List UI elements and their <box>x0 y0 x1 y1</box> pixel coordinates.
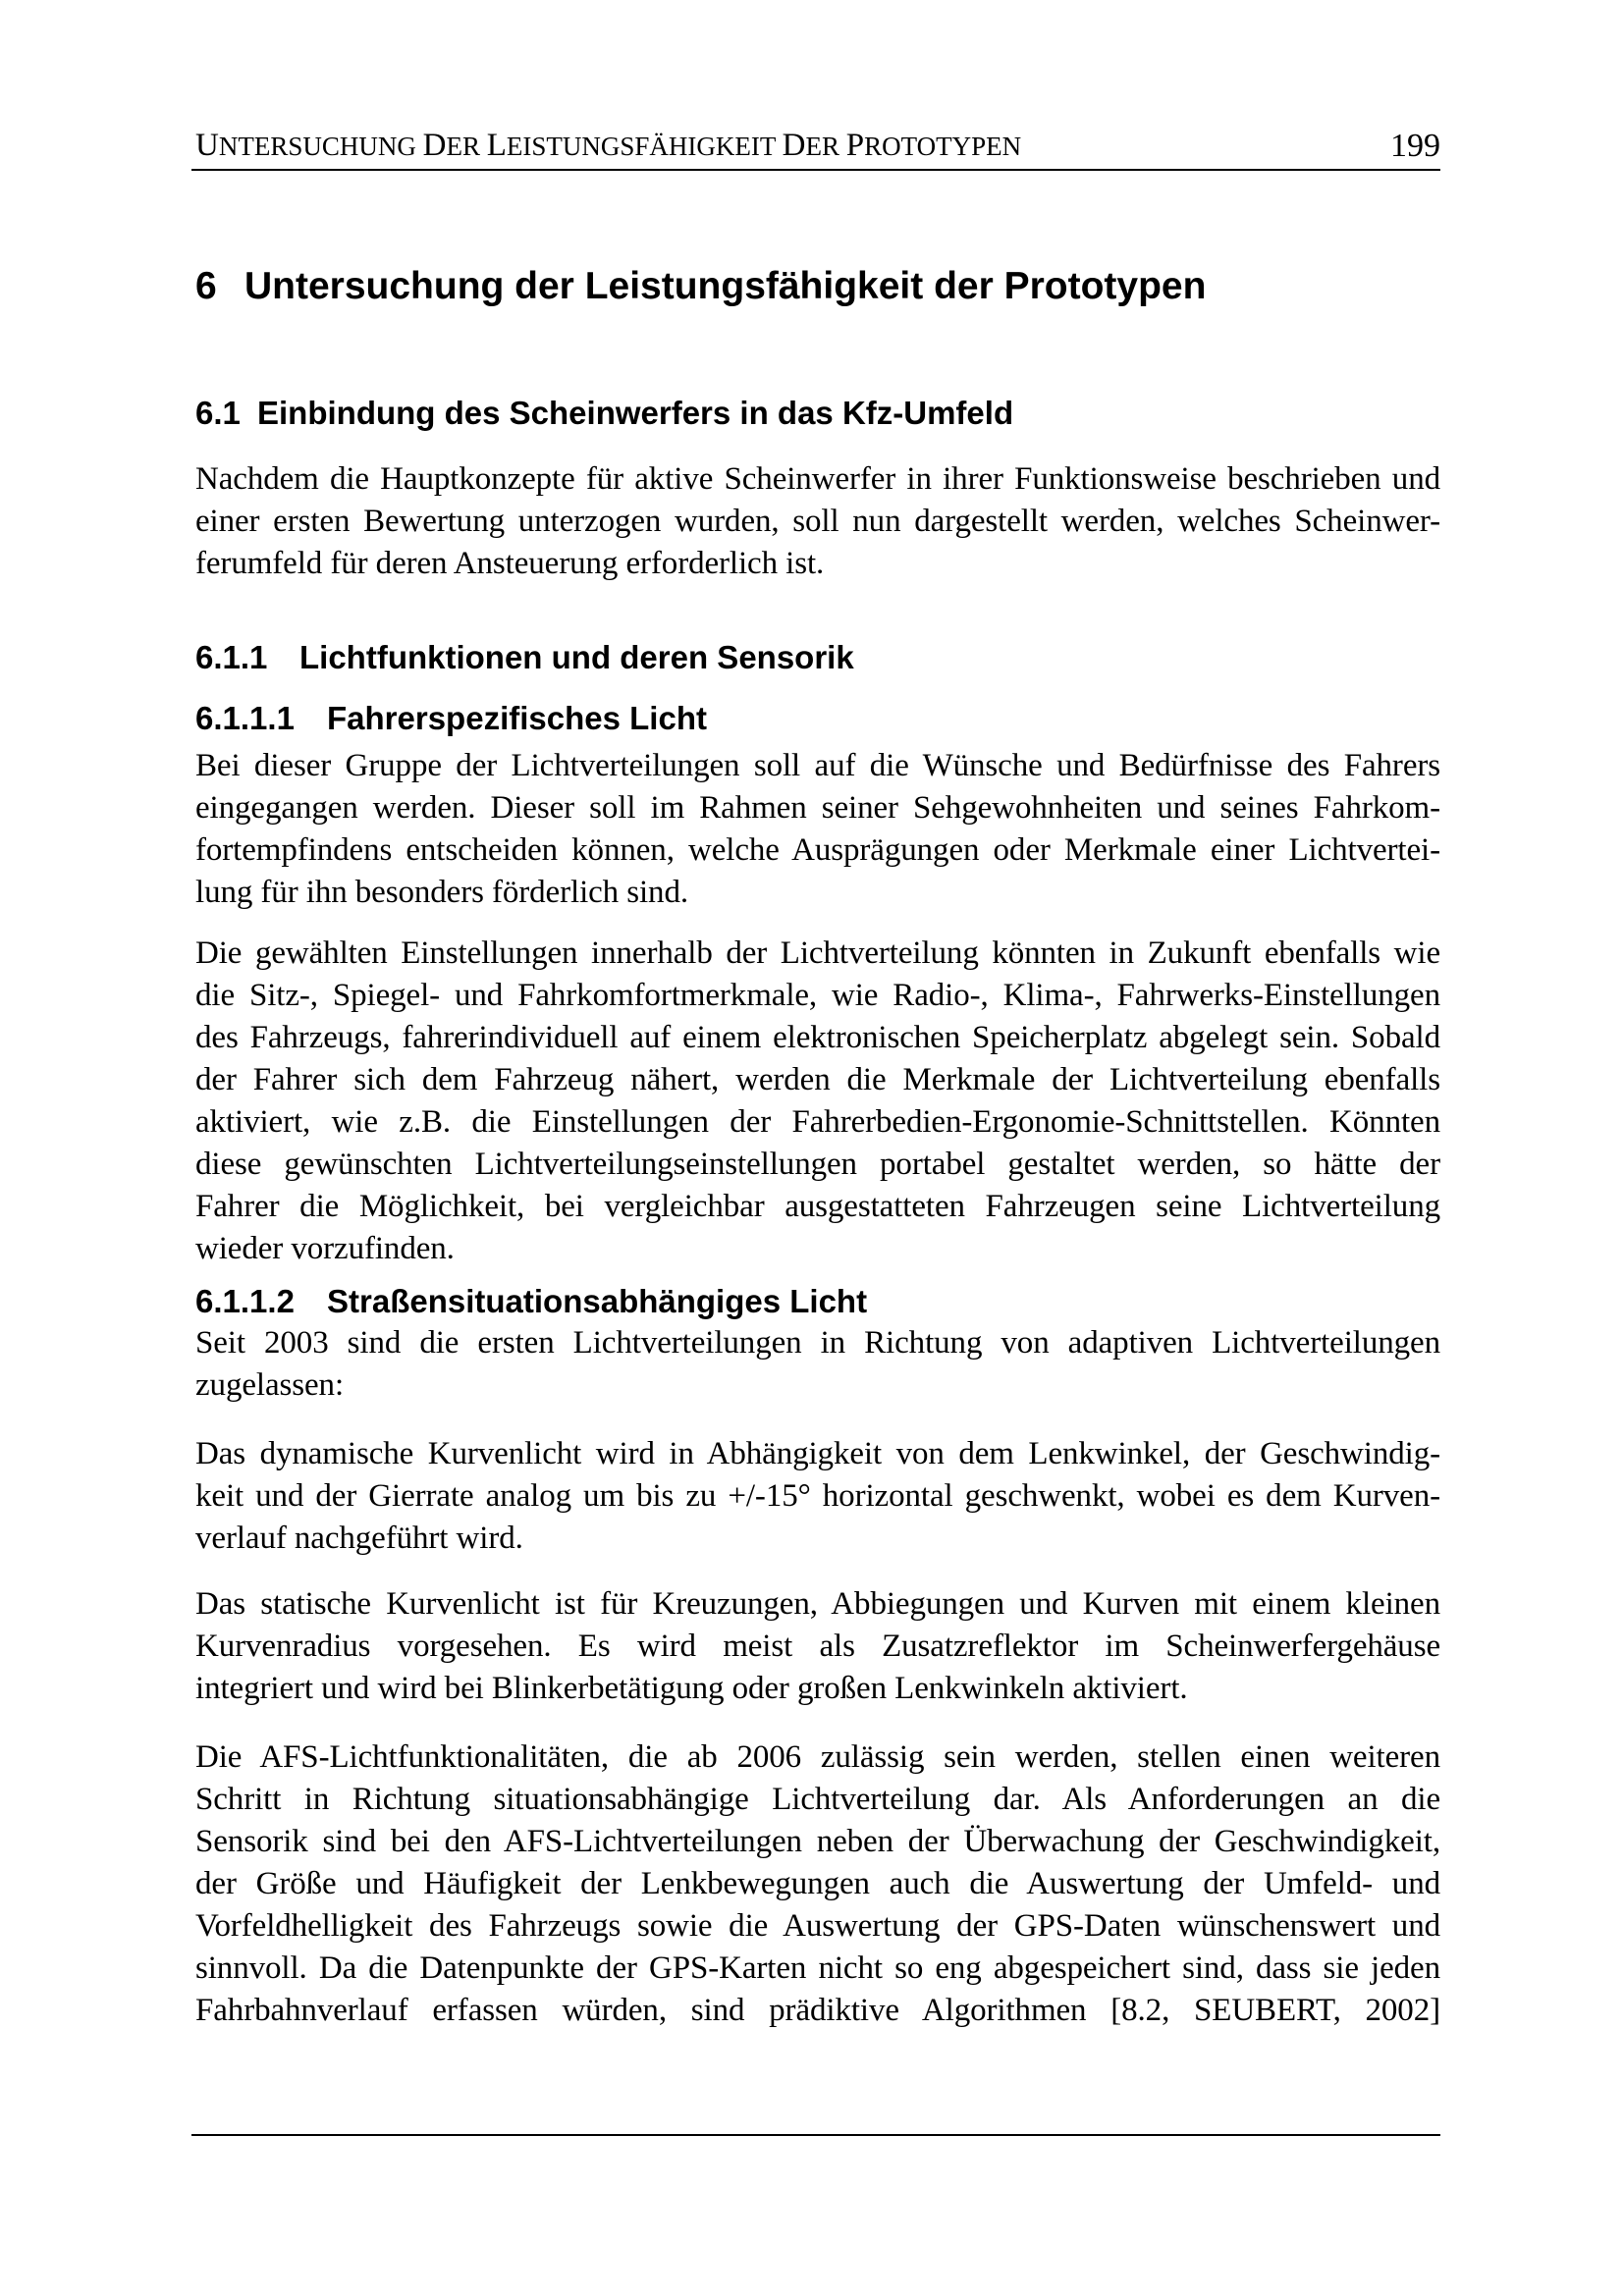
running-title-initial: P <box>845 128 865 163</box>
section-title: Einbindung des Scheinwerfers in das Kfz-Umfeld <box>257 395 1014 431</box>
subsubsection-title: Fahrerspezifisches Licht <box>327 700 707 736</box>
paragraph <box>195 933 1440 1270</box>
paragraph-line: fortempfindens entscheiden können, welche Ausprägungen oder Merkmale einer Lichtvertei- <box>195 832 1440 868</box>
paragraph-line: Fahrer die Möglichkeit, bei vergleichbar ausgestatteten Fahrzeugen seine Lichtverteilung <box>195 1189 1440 1224</box>
paragraph-line: des Fahrzeugs, fahrerindividuell auf einem elektronischen Speicherplatz abgelegt sein. Sobald <box>195 1020 1440 1055</box>
chapter-title: Untersuchung der Leistungsfähigkeit der Prototypen <box>244 265 1207 307</box>
section-heading <box>195 394 1013 433</box>
subsubsection-number: 6.1.1.1 <box>195 700 295 736</box>
paragraph <box>195 1433 1440 1560</box>
paragraph-line: der Fahrer sich dem Fahrzeug nähert, werden die Merkmale der Lichtverteilung ebenfalls <box>195 1062 1440 1097</box>
paragraph-line: Nachdem die Hauptkonzepte für aktive Scheinwerfer in ihrer Funktionsweise beschrieben und <box>195 461 1440 497</box>
paragraph-line: einer ersten Bewertung unterzogen wurden, soll nun dargestellt werden, welches Scheinwer- <box>195 504 1440 539</box>
running-title-initial: U <box>195 128 219 163</box>
paragraph-line: verlauf nachgeführt wird. <box>195 1521 523 1556</box>
subsubsection-title: Straßensituationsabhängiges Licht <box>327 1283 868 1319</box>
paragraph-line: zugelassen: <box>195 1367 345 1403</box>
paragraph-line: Die AFS-Lichtfunktionalitäten, die ab 2006 zulässig sein werden, stellen einen weiteren <box>195 1739 1440 1775</box>
paragraph-line: Die gewählten Einstellungen innerhalb der Lichtverteilung könnten in Zukunft ebenfalls wie <box>195 935 1440 971</box>
running-title: UNTERSUCHUNG DER LEISTUNGSFÄHIGKEIT DER PROTOTYPEN <box>195 128 1022 163</box>
paragraph <box>195 1736 1440 2032</box>
subsection-number: 6.1.1 <box>195 639 268 675</box>
paragraph-line: keit und der Gierrate analog um bis zu +/-15° horizontal geschwenkt, wobei es dem Kurven- <box>195 1478 1440 1514</box>
running-title-initial: D <box>422 128 447 163</box>
paragraph-line: aktiviert, wie z.B. die Einstellungen der Fahrerbedien-Ergonomie-Schnittstellen. Könnten <box>195 1104 1440 1140</box>
paragraph-line: integriert und wird bei Blinkerbetätigung oder großen Lenkwinkeln aktiviert. <box>195 1671 1188 1706</box>
paragraph-line: Das statische Kurvenlicht ist für Kreuzungen, Abbiegungen und Kurven mit einem kleinen <box>195 1586 1440 1622</box>
paragraph-line: lung für ihn besonders förderlich sind. <box>195 875 688 910</box>
running-title-initial: D <box>782 128 806 163</box>
paragraph-line: sinnvoll. Da die Datenpunkte der GPS-Karten nicht so eng abgespeichert sind, dass sie jeden <box>195 1950 1440 1986</box>
paragraph-line: Sensorik sind bei den AFS-Lichtverteilungen neben der Überwachung der Geschwindigkeit, <box>195 1824 1440 1859</box>
subsubsection-heading <box>195 699 707 738</box>
chapter-number: 6 <box>195 265 217 307</box>
paragraph <box>195 745 1440 914</box>
paragraph-line: Kurvenradius vorgesehen. Es wird meist als Zusatzreflektor im Scheinwerfergehäuse <box>195 1629 1440 1664</box>
paragraph-line: Das dynamische Kurvenlicht wird in Abhängigkeit von dem Lenkwinkel, der Geschwindig- <box>195 1436 1440 1471</box>
paragraph-line: Fahrbahnverlauf erfassen würden, sind prädiktive Algorithmen [8.2, SEUBERT, 2002] <box>195 1993 1440 2028</box>
paragraph-line: die Sitz-, Spiegel- und Fahrkomfortmerkmale, wie Radio-, Klima-, Fahrwerks-Einstellungen <box>195 978 1440 1013</box>
paragraph <box>195 1583 1440 1710</box>
paragraph-line: der Größe und Häufigkeit der Lenkbewegungen auch die Auswertung der Umfeld- und <box>195 1866 1440 1901</box>
subsection-heading <box>195 638 854 677</box>
paragraph-line: wieder vorzufinden. <box>195 1231 455 1266</box>
paragraph <box>195 1322 1440 1407</box>
paragraph-line: ferumfeld für deren Ansteuerung erforderlich ist. <box>195 546 825 581</box>
running-title-initial: L <box>486 128 507 163</box>
paragraph-line: Schritt in Richtung situationsabhängige Lichtverteilung dar. Als Anforderungen an die <box>195 1782 1440 1817</box>
subsection-title: Lichtfunktionen und deren Sensorik <box>299 639 854 675</box>
subsubsection-heading <box>195 1282 867 1321</box>
section-number: 6.1 <box>195 395 241 431</box>
paragraph <box>195 458 1440 585</box>
chapter-heading <box>195 263 1206 310</box>
paragraph-line: Bei dieser Gruppe der Lichtverteilungen soll auf die Wünsche und Bedürfnisse des Fahrers <box>195 748 1440 783</box>
running-header <box>191 122 1440 171</box>
page-number: 199 <box>1390 128 1440 164</box>
paragraph-line: Vorfeldhelligkeit des Fahrzeugs sowie die Auswertung der GPS-Daten wünschenswert und <box>195 1908 1440 1944</box>
footer-rule <box>191 2134 1440 2136</box>
paragraph-line: Seit 2003 sind die ersten Lichtverteilungen in Richtung von adaptiven Lichtverteilungen <box>195 1325 1440 1361</box>
paragraph-line: eingegangen werden. Dieser soll im Rahmen seiner Sehgewohnheiten und seines Fahrkom- <box>195 790 1440 826</box>
paragraph-line: diese gewünschten Lichtverteilungseinstellungen portabel gestaltet werden, so hätte der <box>195 1147 1440 1182</box>
subsubsection-number: 6.1.1.2 <box>195 1283 295 1319</box>
